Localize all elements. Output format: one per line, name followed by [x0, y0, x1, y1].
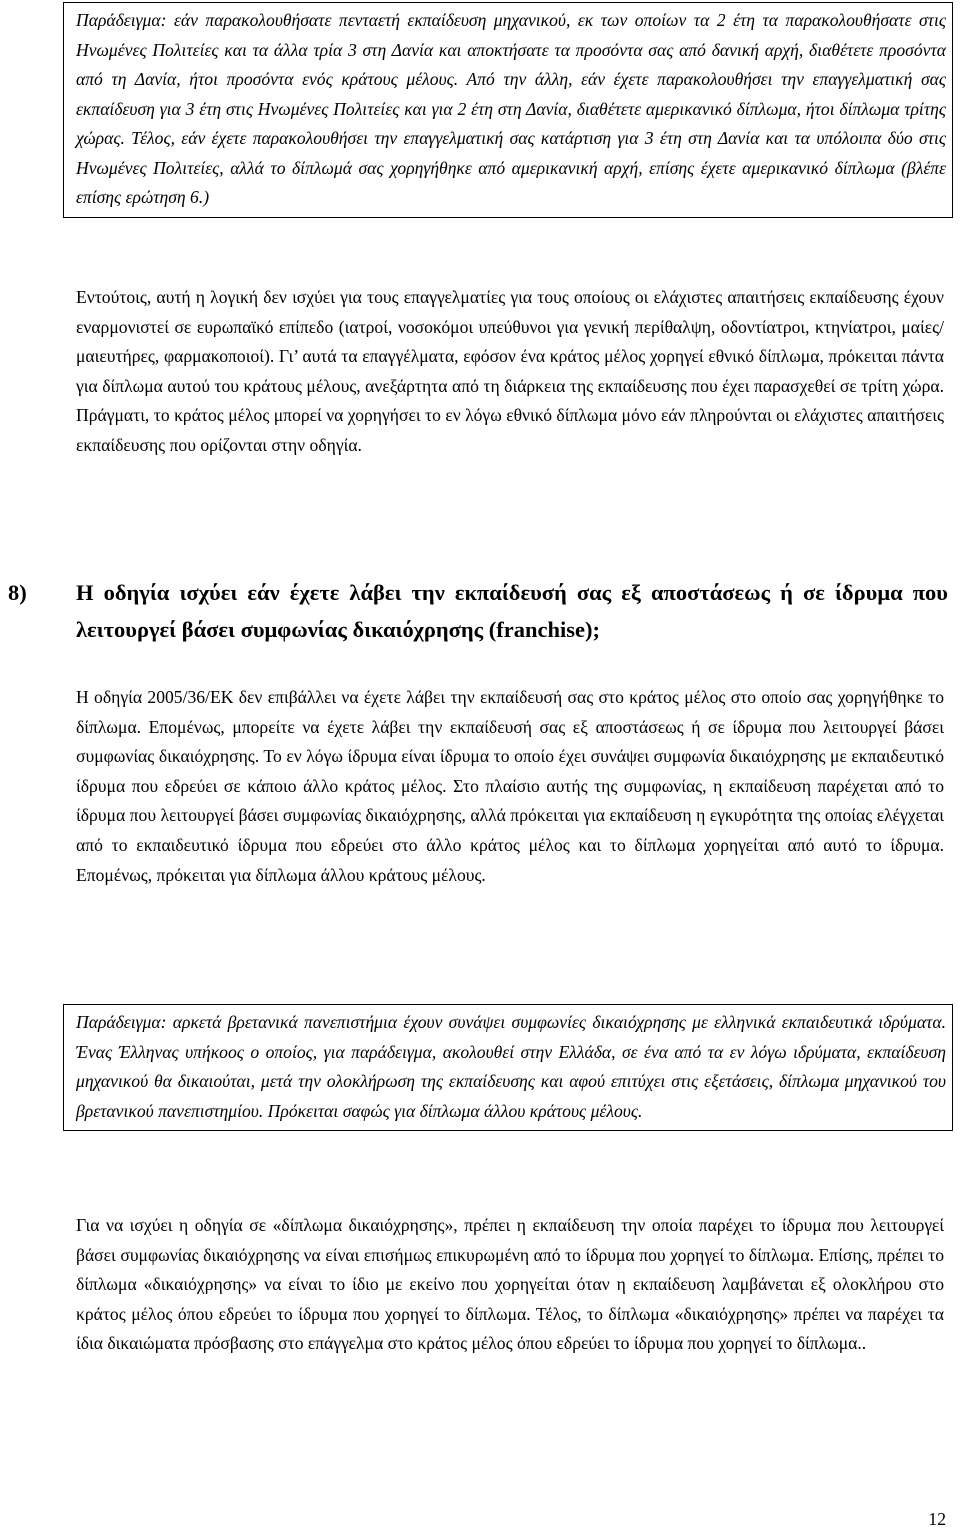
- example-box-engineering: Παράδειγμα: εάν παρακολουθήσατε πενταετή εκπαίδευση μηχανικού, εκ των οποίων τα 2 έτη τα παρακολουθήσατε στις Ηνωμένες Πολιτείες και τα άλλα τρία 3 στη Δανία και αποκτήσατε τα προσόντα σας από δανική αρχή, διαθέτετε προσόντα από τη Δανία, ήτοι προσόντα ενός κράτους μέλους. Από την άλλη, εάν έχετε παρακολουθήσει την επαγγελματική σας εκπαίδευση για 3 έτη στις Ηνωμένες Πολιτείες και για 2 έτη στη Δανία, διαθέτετε αμερικανικό δίπλωμα, ήτοι δίπλωμα τρίτης χώρας. Τέλος, εάν έχετε παρακολουθήσει την επαγγελματική σας κατάρτιση για 3 έτη στη Δανία και τα υπόλοιπα δύο στις Ηνωμένες Πολιτείες, αλλά το δίπλωμά σας χορηγήθηκε από αμερικανική αρχή, επίσης έχετε αμερικανικό δίπλωμα (βλέπε επίσης ερώτηση 6.): [63, 2, 953, 218]
- paragraph-harmonised-professions: Εντούτοις, αυτή η λογική δεν ισχύει για τους επαγγελματίες για τους οποίους οι ελάχιστες απαιτήσεις εκπαίδευσης έχουν εναρμονιστεί σε ευρωπαϊκό επίπεδο (ιατροί, νοσοκόμοι υπεύθυνοι για γενική περίθαλψη, οδοντίατροι, κτηνίατροι, μαίες/ μαιευτήρες, φαρμακοποιοί). Γι’ αυτά τα επαγγέλματα, εφόσον ένα κράτος μέλος χορηγεί εθνικό δίπλωμα, πρόκειται πάντα για δίπλωμα αυτού του κράτους μέλους, ανεξάρτητα από τη διάρκεια της εκπαίδευσης που έχει παρασχεθεί σε τρίτη χώρα. Πράγματι, το κράτος μέλος μπορεί να χορηγήσει το εν λόγω εθνικό δίπλωμα μόνο εάν πληρούνται οι ελάχιστες απαιτήσεις εκπαίδευσης που ορίζονται στην οδηγία.: [76, 287, 944, 455]
- section-heading: [8, 574, 948, 648]
- paragraph-franchise-diploma-conditions: Για να ισχύει η οδηγία σε «δίπλωμα δικαιόχρησης», πρέπει η εκπαίδευση την οποία παρέχει το ίδρυμα που λειτουργεί βάσει συμφωνίας δικαιόχρησης να είναι επισήμως επικυρωμένη από το ίδρυμα που χορηγεί το δίπλωμα. Επίσης, πρέπει το δίπλωμα «δικαιόχρησης» να είναι το ίδιο με εκείνο που χορηγείται όταν η εκπαίδευση λαμβάνεται εξ ολοκλήρου στο κράτος μέλος όπου εδρεύει το ίδρυμα που χορηγεί το δίπλωμα. Τέλος, το δίπλωμα «δικαιόχρησης» πρέπει να παρέχει τα ίδια δικαιώματα πρόσβασης στο επάγγελμα στο κράτος μέλος όπου εδρεύει το ίδρυμα που χορηγεί το δίπλωμα..: [76, 1215, 944, 1354]
- paragraph-distance-franchise: Η οδηγία 2005/36/ΕΚ δεν επιβάλλει να έχετε λάβει την εκπαίδευσή σας στο κράτος μέλος στο οποίο σας χορηγήθηκε το δίπλωμα. Επομένως, μπορείτε να έχετε λάβει την εκπαίδευσή σας εξ αποστάσεως ή σε ίδρυμα που λειτουργεί βάσει συμφωνίας δικαιόχρησης. Το εν λόγω ίδρυμα είναι ίδρυμα το οποίο έχει συνάψει συμφωνία δικαιόχρησης με εκπαιδευτικό ίδρυμα που εδρεύει σε κάποιο άλλο κράτος μέλος. Στο πλαίσιο αυτής της συμφωνίας, η εκπαίδευση παρέχεται από το ίδρυμα που λειτουργεί βάσει συμφωνίας δικαιόχρησης, αλλά πρόκειται για εκπαίδευση η εγκυρότητα της οποίας ελέγχεται από το εκπαιδευτικό ίδρυμα που εδρεύει στο άλλο κράτος μέλος και το δίπλωμα χορηγείται από αυτό το ίδρυμα. Επομένως, πρόκειται για δίπλωμα άλλου κράτους μέλους.: [76, 687, 944, 885]
- page-number: 12: [928, 1509, 946, 1529]
- example-box-british-universities: Παράδειγμα: αρκετά βρετανικά πανεπιστήμια έχουν συνάψει συμφωνίες δικαιόχρησης με ελληνικά εκπαιδευτικά ιδρύματα. Ένας Έλληνας υπήκοος ο οποίος, για παράδειγμα, ακολουθεί στην Ελλάδα, σε ένα από τα εν λόγω ιδρύματα, εκπαίδευση μηχανικού θα δικαιούται, μετά την ολοκλήρωση της εκπαίδευσης και αφού επιτύχει στις εξετάσεις, δίπλωμα μηχανικού του βρετανικού πανεπιστημίου. Πρόκειται σαφώς για δίπλωμα άλλου κράτους μέλους.: [63, 1004, 953, 1131]
- section-number: 8): [8, 580, 27, 605]
- section-title: Η οδηγία ισχύει εάν έχετε λάβει την εκπαίδευσή σας εξ αποστάσεως ή σε ίδρυμα που λειτουργεί βάσει συμφωνίας δικαιόχρησης (franchise);: [76, 580, 948, 642]
